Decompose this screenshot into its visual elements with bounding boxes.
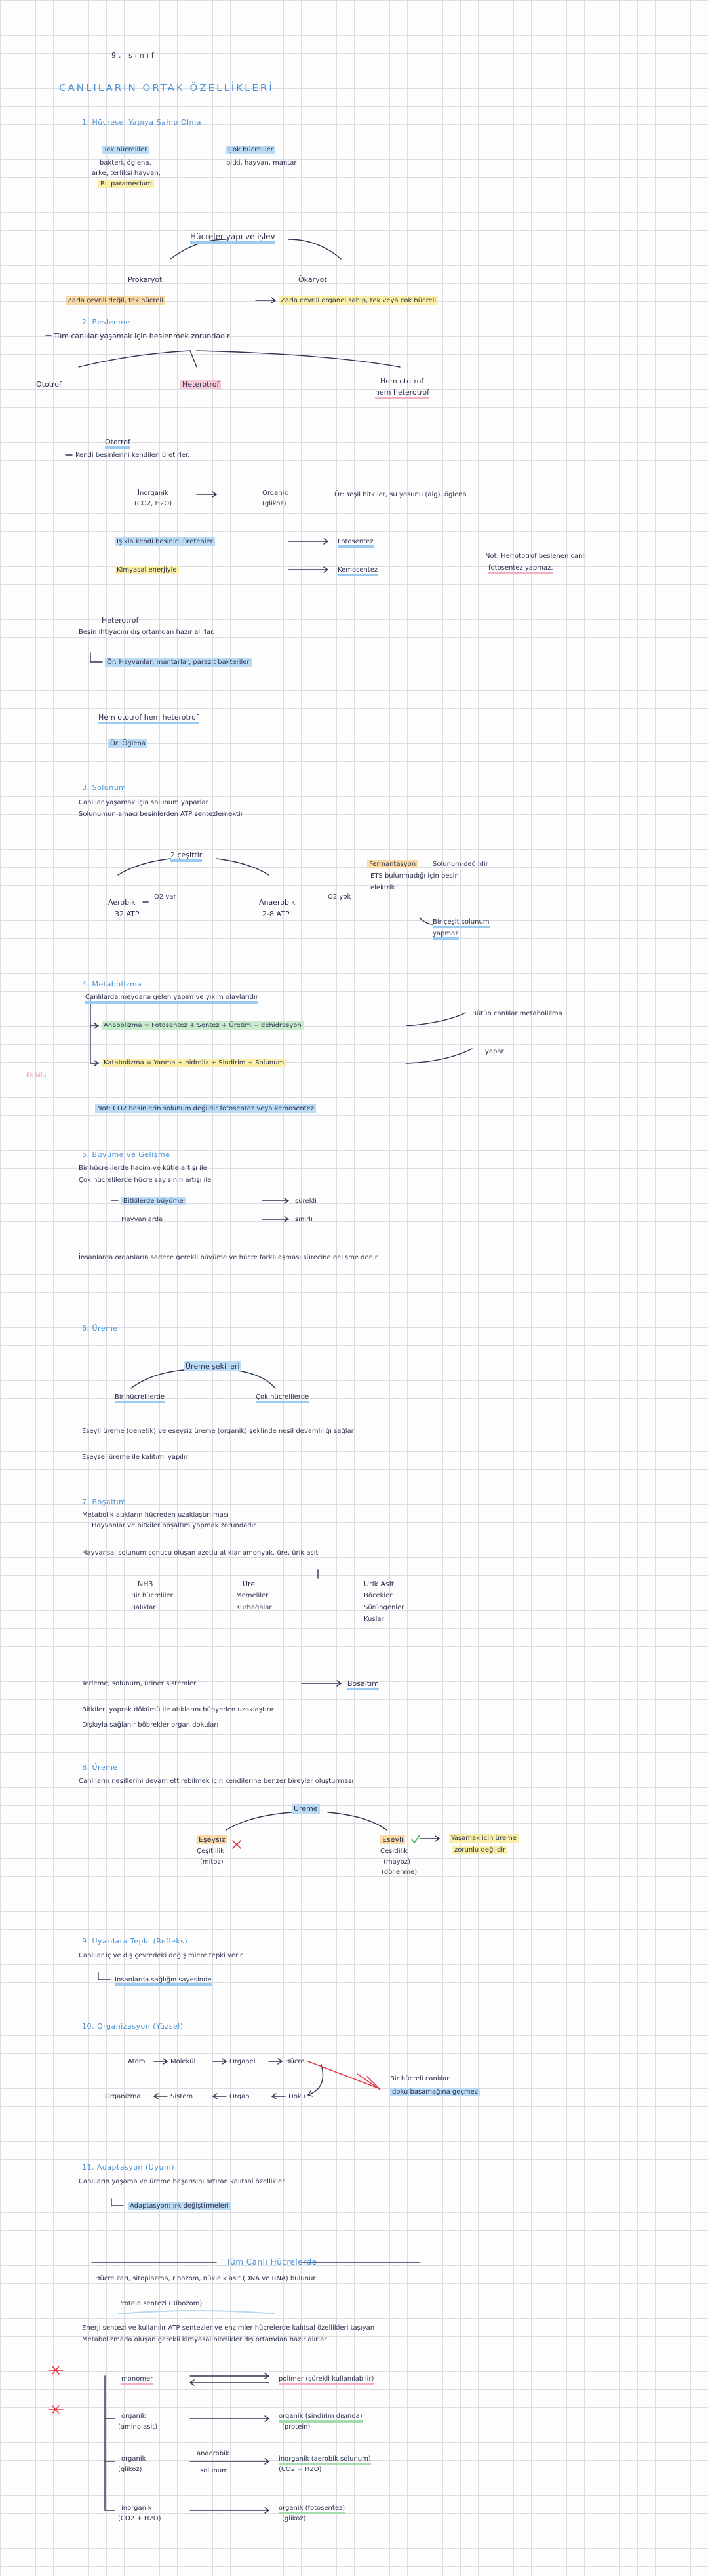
s7-title: 7. Boşaltım bbox=[82, 1498, 127, 1506]
s7-line-6: Dışkıyla sağlanır böbrekler organ dokuları bbox=[82, 1721, 219, 1728]
organic-photo-sub: (glikoz) bbox=[282, 2515, 306, 2522]
asexual-label: Eşeysiz bbox=[197, 1835, 227, 1844]
heterotroph-branch: Heterotrof bbox=[180, 380, 221, 389]
s8-line: Canlıların nesillerini devam ettirebilmek için kendilerine benzer bireyler oluşturması bbox=[79, 1778, 354, 1785]
urea-item-1: Memeliler bbox=[236, 1592, 269, 1599]
grade-label: 9. sınıf bbox=[111, 51, 157, 60]
anaerobic-label: Anaerobik bbox=[259, 898, 296, 907]
s3-line-2: Solunumun amacı besinlerden ATP sentezlemektir bbox=[79, 811, 243, 818]
org-tissue: Doku bbox=[288, 2093, 305, 2100]
sexual-label: Eşeyli bbox=[380, 1835, 405, 1844]
ammonia-item-1: Bir hücreliler bbox=[131, 1592, 173, 1599]
organic-glucose-sub: (glikoz) bbox=[118, 2466, 142, 2473]
side-note: Ek bilgi bbox=[26, 1072, 48, 1079]
eukaryote-description: Zarla çevrili organel sahip, tek veya çok hücreli bbox=[279, 296, 438, 305]
unicellular-line-3: Bi. paramecium bbox=[98, 180, 154, 188]
s3-title: 3. Solunum bbox=[82, 783, 127, 792]
catabolism-definition: Katabolizma = Yanma + hidroliz + Sindirim + Solunum bbox=[102, 1059, 286, 1067]
s5-line-1: Bir hücrelilerde hacim ve kütle artışı ile bbox=[79, 1165, 207, 1172]
organic-sub: (glikoz) bbox=[262, 500, 286, 507]
s6-line-2: Eşeysel üreme ile kalıtımı yapılır bbox=[82, 1454, 188, 1461]
metabolism-note: Not: CO2 besinlerin solunum değildir fotosentez veya kemosentez bbox=[95, 1104, 316, 1113]
s9-line-1: Canlılar iç ve dış çevredeki değişimlere tepki verir bbox=[79, 1952, 243, 1959]
inorganic-photo: inorganik bbox=[121, 2505, 152, 2512]
respiration-mid: solunum bbox=[200, 2467, 228, 2474]
eukaryote-label: Ökaryot bbox=[298, 275, 327, 284]
uric-acid-item-2: Sürüngenler bbox=[364, 1604, 404, 1611]
s2-title: 2. Beslenme bbox=[82, 318, 130, 326]
autotroph-heading: Ototrof bbox=[105, 438, 130, 449]
chemosynthesis-label: Kemosentez bbox=[338, 566, 378, 576]
organic-label: Organik bbox=[262, 490, 288, 497]
mixotroph-example: Ör: Öglena bbox=[108, 739, 148, 748]
organic-aa: organik bbox=[121, 2413, 146, 2420]
s11-line-1: Canlıların yaşama ve üreme başarısını artıran kalıtsal özellikler bbox=[79, 2178, 285, 2185]
organic-aa-sub: (amino asit) bbox=[118, 2423, 158, 2430]
s10-title: 10. Organizasyon (Yüzsel) bbox=[82, 2022, 184, 2031]
mixotroph-heading: Hem ototrof hem heterotrof bbox=[98, 713, 199, 724]
inorganic-label: İnorganik bbox=[138, 490, 168, 497]
s4-line: Canlılarda meydana gelen yapım ve yıkım olaylarıdır bbox=[85, 994, 258, 1004]
org-system: Sistem bbox=[170, 2093, 193, 2100]
s12-title: Tüm Canlı Hücrelerde bbox=[226, 2257, 317, 2267]
unicellular-heading: Tek hücreliler bbox=[102, 146, 149, 154]
cells-structure-label: Hücreler yapı ve işlev bbox=[190, 232, 275, 244]
sexual-sub-2: (mayoz) bbox=[384, 1858, 410, 1865]
heterotroph-examples: Ör: Hayvanlar, mantarlar, parazit bakteriler bbox=[105, 658, 252, 667]
s12-line-1: Hücre zarı, sitoplazma, ribozom, nükleik asit (DNA ve RNA) bulunur bbox=[95, 2275, 316, 2282]
heterotroph-description: Besin ihtiyacını dış ortamdan hazır alırlar. bbox=[79, 629, 215, 636]
polymer-label: polimer (sürekli kullanılabilir) bbox=[279, 2375, 374, 2385]
photosynthesis-label: Fotosentez bbox=[338, 538, 374, 548]
sexual-sub-3: (döllenme) bbox=[382, 1869, 418, 1876]
organic-protein-sub: (protein) bbox=[282, 2423, 311, 2430]
org-molecule: Molekül bbox=[170, 2058, 196, 2065]
inorganic-aerobic: inorganik (aerobik solunum) bbox=[279, 2455, 371, 2465]
organization-note-1: Bir hücreli canlılar bbox=[390, 2075, 450, 2082]
s5-title: 5. Büyüme ve Gelişme bbox=[82, 1150, 170, 1159]
metabolism-note-2: yapar bbox=[485, 1048, 504, 1055]
s7-line-1: Metabolik atıkların hücreden uzaklaştırılması bbox=[82, 1512, 229, 1519]
monomer-label: monomer bbox=[121, 2375, 153, 2385]
s6-title: 6. Üreme bbox=[82, 1324, 118, 1333]
autotroph-note-2: fotosentez yapmaz. bbox=[488, 564, 553, 574]
fermentation-label: Fermantasyon bbox=[367, 860, 418, 868]
fermentation-text-3: elektrik bbox=[370, 884, 395, 891]
urea-heading: Üre bbox=[243, 1580, 256, 1588]
animal-growth-label: Hayvanlarda bbox=[121, 1216, 163, 1223]
autotroph-branch: Ototrof bbox=[36, 380, 62, 389]
s3-line-1: Canlılar yaşamak için solunum yaparlar bbox=[79, 799, 208, 806]
organic-photo: organik (fotosentez) bbox=[279, 2505, 345, 2514]
reproduction-types: Üreme şekilleri bbox=[184, 1361, 241, 1371]
s5-line-2: Çok hücrelilerde hücre sayısının artışı ile bbox=[79, 1177, 212, 1184]
s7-line-2: Hayvanlar ve bitkiler boşaltım yapmak zorundadır bbox=[92, 1522, 256, 1529]
s7-line-4: Terleme, solunum, üriner sistemler bbox=[82, 1680, 197, 1687]
organic-glucose: organik bbox=[121, 2455, 146, 2463]
ammonia-heading: NH3 bbox=[138, 1580, 153, 1588]
ammonia-item-2: Balıklar bbox=[131, 1604, 156, 1611]
autotroph-description: Kendi besinlerini kendileri üretirler. bbox=[75, 452, 190, 459]
uric-acid-item-1: Böcekler bbox=[364, 1592, 393, 1599]
metabolism-note-1: Bütün canlılar metabolizma bbox=[472, 1010, 562, 1017]
fermentation-text-5: yapmaz bbox=[433, 930, 459, 940]
excretion-label: Boşaltım bbox=[347, 1679, 379, 1690]
anabolism-definition: Anabolizma = Fotosentez + Sentez + Üretim + dehidrasyon bbox=[102, 1021, 304, 1030]
animal-growth-value: sınırlı bbox=[295, 1216, 313, 1223]
org-atom: Atom bbox=[128, 2058, 146, 2065]
oxygen-absent: O2 yok bbox=[328, 893, 351, 901]
autotroph-note-1: Not: Her ototrof beslenen canlı bbox=[485, 553, 586, 560]
anaerobic-mid: anaerobik bbox=[197, 2450, 229, 2457]
inorganic-sub: (CO2, H2O) bbox=[134, 500, 172, 507]
s7-line-3: Hayvansal solunum sonucu oluşan azotlu atıklar amonyak, üre, ürik asit bbox=[82, 1550, 319, 1557]
oxygen-present: O2 var bbox=[154, 893, 176, 901]
heterotroph-heading: Heterotrof bbox=[102, 616, 139, 625]
asexual-sub-2: (mitoz) bbox=[200, 1858, 224, 1865]
organization-note-2: doku basamağına geçmez bbox=[390, 2088, 480, 2096]
s6-line-1: Eşeyli üreme (genetik) ve eşeysiz üreme (organik) şeklinde nesil devamlılığı sağlar bbox=[82, 1428, 354, 1435]
s1-title: 1. Hücresel Yapıya Sahip Olma bbox=[82, 118, 202, 127]
reproduction-center: Üreme bbox=[292, 1804, 320, 1814]
unicellular-line-2: arke, terliksi hayvan, bbox=[92, 170, 161, 177]
s4-title: 4. Metabolizma bbox=[82, 980, 142, 988]
org-organ: Organ bbox=[229, 2093, 250, 2100]
unicellular-reproduction: Bir hücrelilerde bbox=[115, 1394, 165, 1403]
org-organelle: Organel bbox=[229, 2058, 256, 2065]
org-cell: Hücre bbox=[285, 2058, 305, 2065]
fermentation-text-4: Bir çeşit solunum bbox=[433, 918, 490, 928]
asexual-sub-1: Çeşitlilik bbox=[197, 1848, 224, 1855]
uric-acid-heading: Ürik Asit bbox=[364, 1580, 395, 1588]
s2-line: Tüm canlılar yaşamak için beslenmek zorundadır bbox=[54, 332, 230, 340]
multicellular-heading: Çok hücreliler bbox=[226, 146, 275, 154]
fermentation-text-1: Solunum değildir bbox=[433, 861, 488, 868]
s12-line-2: Protein sentezi (Ribozom) bbox=[118, 2300, 203, 2307]
s11-title: 11. Adaptasyon (Uyum) bbox=[82, 2163, 174, 2172]
urea-item-2: Kurbağalar bbox=[236, 1604, 272, 1611]
s9-line-2: İnsanlarda sağlığın sayesinde bbox=[115, 1976, 212, 1986]
inorganic-photo-sub: (CO2 + H2O) bbox=[118, 2515, 161, 2522]
organic-protein: organik (sindirim dışında) bbox=[279, 2413, 363, 2423]
fermentation-text-2: ETS bulunmadığı için besin bbox=[370, 872, 459, 880]
reproduction-note-2: zorunlu değildir bbox=[452, 1846, 507, 1854]
inorganic-aerobic-sub: (CO2 + H2O) bbox=[279, 2466, 322, 2473]
prokaryote-description: Zarla çevrili değil, tek hücreli bbox=[66, 296, 165, 305]
prokaryote-label: Prokaryot bbox=[128, 275, 163, 284]
uric-acid-item-3: Kuşlar bbox=[364, 1616, 384, 1623]
chemical-producers: Kimyasal enerjiyle bbox=[115, 566, 179, 574]
plant-growth-value: sürekli bbox=[295, 1198, 317, 1205]
anaerobic-atp: 2-8 ATP bbox=[262, 910, 290, 918]
aerobic-label: Aerobik bbox=[108, 898, 136, 907]
org-organism: Organizma bbox=[105, 2093, 141, 2100]
s11-line-2: Adaptasyon: ırk değiştirmeleri bbox=[128, 2202, 231, 2210]
s7-line-5: Bitkiler, yaprak dökümü ile atıklarını bünyeden uzaklaştırır bbox=[82, 1706, 274, 1713]
s9-title: 9. Uyarılara Tepki (Refleks) bbox=[82, 1937, 188, 1945]
autotroph-examples: Ör: Yeşil bitkiler, su yosunu (alg), öglena bbox=[334, 491, 467, 498]
light-producers: Işıkla kendi besinini üretenler bbox=[115, 537, 215, 546]
page-title: CANLILARIN ORTAK ÖZELLİKLERİ bbox=[59, 82, 274, 94]
s8-title: 8. Üreme bbox=[82, 1763, 118, 1772]
multicellular-line-1: bitki, hayvan, mantar bbox=[226, 159, 297, 166]
reproduction-note-1: Yaşamak için üreme bbox=[449, 1834, 519, 1843]
both-branch-1: Hem ototrof bbox=[380, 377, 424, 385]
s12-line-3: Enerji sentezi ve kullanılır ATP sentezler ve enzimler hücrelerde kalıtsal özellikleri taşıyan bbox=[82, 2324, 375, 2332]
multicellular-reproduction: Çok hücrelilerde bbox=[256, 1394, 309, 1403]
both-branch-2: hem heterotrof bbox=[375, 388, 429, 399]
respiration-types: 2 çeşittir bbox=[170, 851, 202, 862]
sexual-sub-1: Çeşitlilik bbox=[380, 1848, 408, 1855]
s5-line-5: İnsanlarda organların sadece gerekli büyüme ve hücre farklılaşması sürecine gelişme denir bbox=[79, 1254, 378, 1261]
s12-line-4: Metabolizmada oluşan gerekli kimyasal nitelikler dış ortamdan hazır alırlar bbox=[82, 2336, 327, 2343]
plant-growth-label: Bitkilerde büyüme bbox=[121, 1197, 186, 1205]
unicellular-line-1: bakteri, öglena, bbox=[100, 159, 151, 166]
aerobic-atp: 32 ATP bbox=[115, 910, 140, 918]
